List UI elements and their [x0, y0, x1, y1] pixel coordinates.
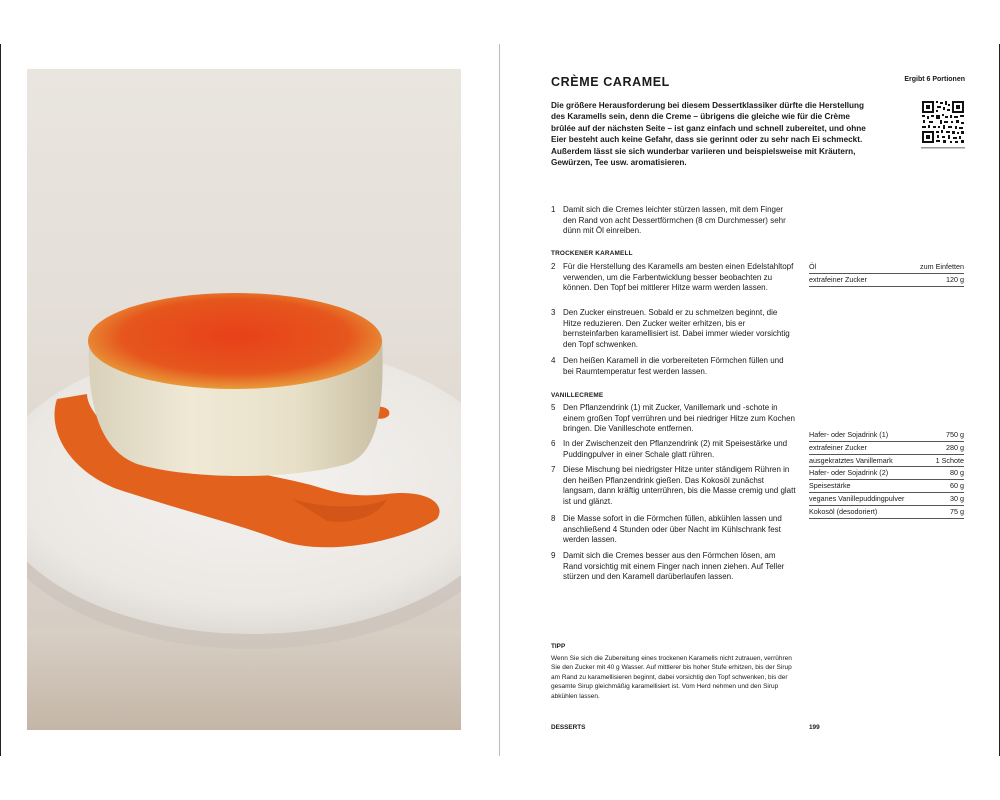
step-2 — [551, 262, 796, 294]
ingredient-name: Hafer- oder Sojadrink (2) — [809, 468, 889, 478]
step-5 — [551, 403, 796, 435]
ingredient-row — [809, 429, 964, 442]
ingredients-vanillecreme — [809, 429, 964, 519]
step-8 — [551, 514, 796, 546]
ingredient-amount: 60 g — [950, 481, 964, 491]
step-number: 1 — [551, 205, 556, 214]
ingredient-amount: 30 g — [950, 493, 964, 503]
ingredient-row — [809, 493, 964, 506]
step-3 — [551, 308, 796, 350]
step-text: Den heißen Karamell in die vorbereiteten Förmchen füllen und bei Raumtemperatur fest werden lassen. — [563, 356, 784, 376]
recipe-intro: Die größere Herausforderung bei diesem Dessertklassiker dürfte die Herstellung des Karamells sein, denn die Creme – übrigens die gleiche wie für die Crème brûlée auf der nächsten Seite – ist ganz einfach und schnell zubereitet, und ohne Eier besteht auch keine Gefahr, dass sie gerinnt oder zu sehr nach Ei schmeckt. Außerdem lässt sie sich wunderbar variieren und beispielsweise mit Kräutern, Gewürzen, Tee usw. aromatisieren. — [551, 101, 866, 168]
dessert-illustration — [27, 69, 461, 730]
step-number: 6 — [551, 439, 556, 448]
ingredient-row — [809, 506, 964, 519]
ingredient-name: extrafeiner Zucker — [809, 442, 867, 452]
ingredient-name: Hafer- oder Sojadrink (1) — [809, 430, 889, 439]
step-6 — [551, 439, 796, 460]
step-number: 5 — [551, 403, 556, 412]
tip-text: Wenn Sie sich die Zubereitung eines trockenen Karamells nicht zutrauen, verrühren Sie den Zucker mit 40 g Wasser. Auf mittlerer bis hoher Stufe erhitzen, bis der Sirup am Rand zu karamellisieren beginnt, dabei vorsichtig den Topf schwenken, bis der gesamte Sirup gleichmäßig karamellisiert ist. Vom Herd nehmen und den Sirup abkühlen lassen. — [551, 655, 792, 700]
step-4 — [551, 356, 796, 377]
ingredient-name: Öl — [809, 262, 817, 271]
left-page — [0, 44, 500, 756]
ingredients-karamell — [809, 261, 964, 287]
footer-section: DESSERTS — [551, 724, 586, 731]
step-text: Damit sich die Cremes leichter stürzen lassen, mit dem Finger den Rand von acht Dessertförmchen (8 cm Durchmesser) sehr dünn mit Öl einreiben. — [563, 205, 786, 236]
step-text: Den Zucker einstreuen. Sobald er zu schmelzen beginnt, die Hitze reduzieren. Den Zucker weiter erhitzen, bis er bernsteinfarben karamellisiert ist. Dabei immer wieder vorsichtig den Topf schwenken. — [563, 308, 790, 349]
step-text: Den Pflanzendrink (1) mit Zucker, Vanillemark und -schote in einem großen Topf verrühren und bei niedriger Hitze zum Kochen bringen. Die Vanilleschote entfernen. — [563, 403, 795, 434]
step-text: Damit sich die Cremes besser aus den Förmchen lösen, am Rand vorsichtig mit einem Finger nach innen ziehen. Auf Teller stürzen und den Karamell darüberlaufen lassen. — [563, 551, 785, 582]
step-text: Für die Herstellung des Karamells am besten einen Edelstahltopf verwenden, um die Farbentwicklung besser beobachten zu können. Den Topf bei mittlerer Hitze warm werden lassen. — [563, 262, 794, 293]
ingredient-row — [809, 455, 964, 468]
ingredient-amount: 750 g — [946, 430, 964, 439]
tip-heading: TIPP — [551, 643, 566, 650]
step-text: Die Masse sofort in die Förmchen füllen, abkühlen lassen und anschließend 4 Stunden oder über Nacht im Kühlschrank fest werden lassen. — [563, 514, 782, 545]
step-1 — [551, 205, 796, 237]
step-9 — [551, 551, 796, 583]
ingredient-name: veganes Vanillepuddingpulver — [809, 493, 905, 503]
ingredient-row — [809, 442, 964, 455]
ingredient-amount: 75 g — [950, 506, 964, 516]
step-text: In der Zwischenzeit den Pflanzendrink (2) mit Speisestärke und Puddingpulver in einer Schale glatt rühren. — [563, 439, 788, 459]
ingredient-row — [809, 261, 964, 274]
ingredient-amount: 120 g — [946, 274, 964, 284]
step-number: 3 — [551, 308, 556, 317]
right-page — [500, 44, 1000, 756]
step-7 — [551, 465, 796, 507]
step-number: 2 — [551, 262, 556, 271]
ingredient-name: extrafeiner Zucker — [809, 274, 867, 284]
servings-label: Ergibt 6 Portionen — [904, 76, 965, 83]
step-text: Diese Mischung bei niedrigster Hitze unter ständigem Rühren in den heißen Pflanzendrink gießen. Das Kokosöl zunächst langsam, dann kräftig unterrühren, bis die Masse cremig und glatt ist und glänzt. — [563, 465, 796, 506]
recipe-title: CRÈME CARAMEL — [551, 75, 670, 89]
creme-caramel-photo — [27, 69, 461, 730]
section-trockener-karamell: TROCKENER KARAMELL — [551, 250, 633, 257]
ingredient-amount: 80 g — [950, 468, 964, 478]
ingredient-amount: 1 Schote — [935, 455, 964, 465]
section-vanillecreme: VANILLECREME — [551, 392, 604, 399]
ingredient-amount: zum Einfetten — [920, 262, 964, 271]
step-number: 4 — [551, 356, 556, 365]
qr-code-icon[interactable] — [921, 100, 965, 152]
ingredient-row — [809, 274, 964, 287]
ingredient-row — [809, 467, 964, 480]
flan-caramel-top — [88, 293, 382, 389]
step-number: 9 — [551, 551, 556, 560]
step-number: 7 — [551, 465, 556, 474]
ingredient-amount: 280 g — [946, 442, 964, 452]
ingredient-row — [809, 480, 964, 493]
ingredient-name: Kokosöl (desodoriert) — [809, 506, 878, 516]
ingredient-name: Speisestärke — [809, 481, 851, 491]
ingredient-name: ausgekratztes Vanillemark — [809, 455, 893, 465]
step-number: 8 — [551, 514, 556, 523]
page-number: 199 — [809, 724, 820, 731]
